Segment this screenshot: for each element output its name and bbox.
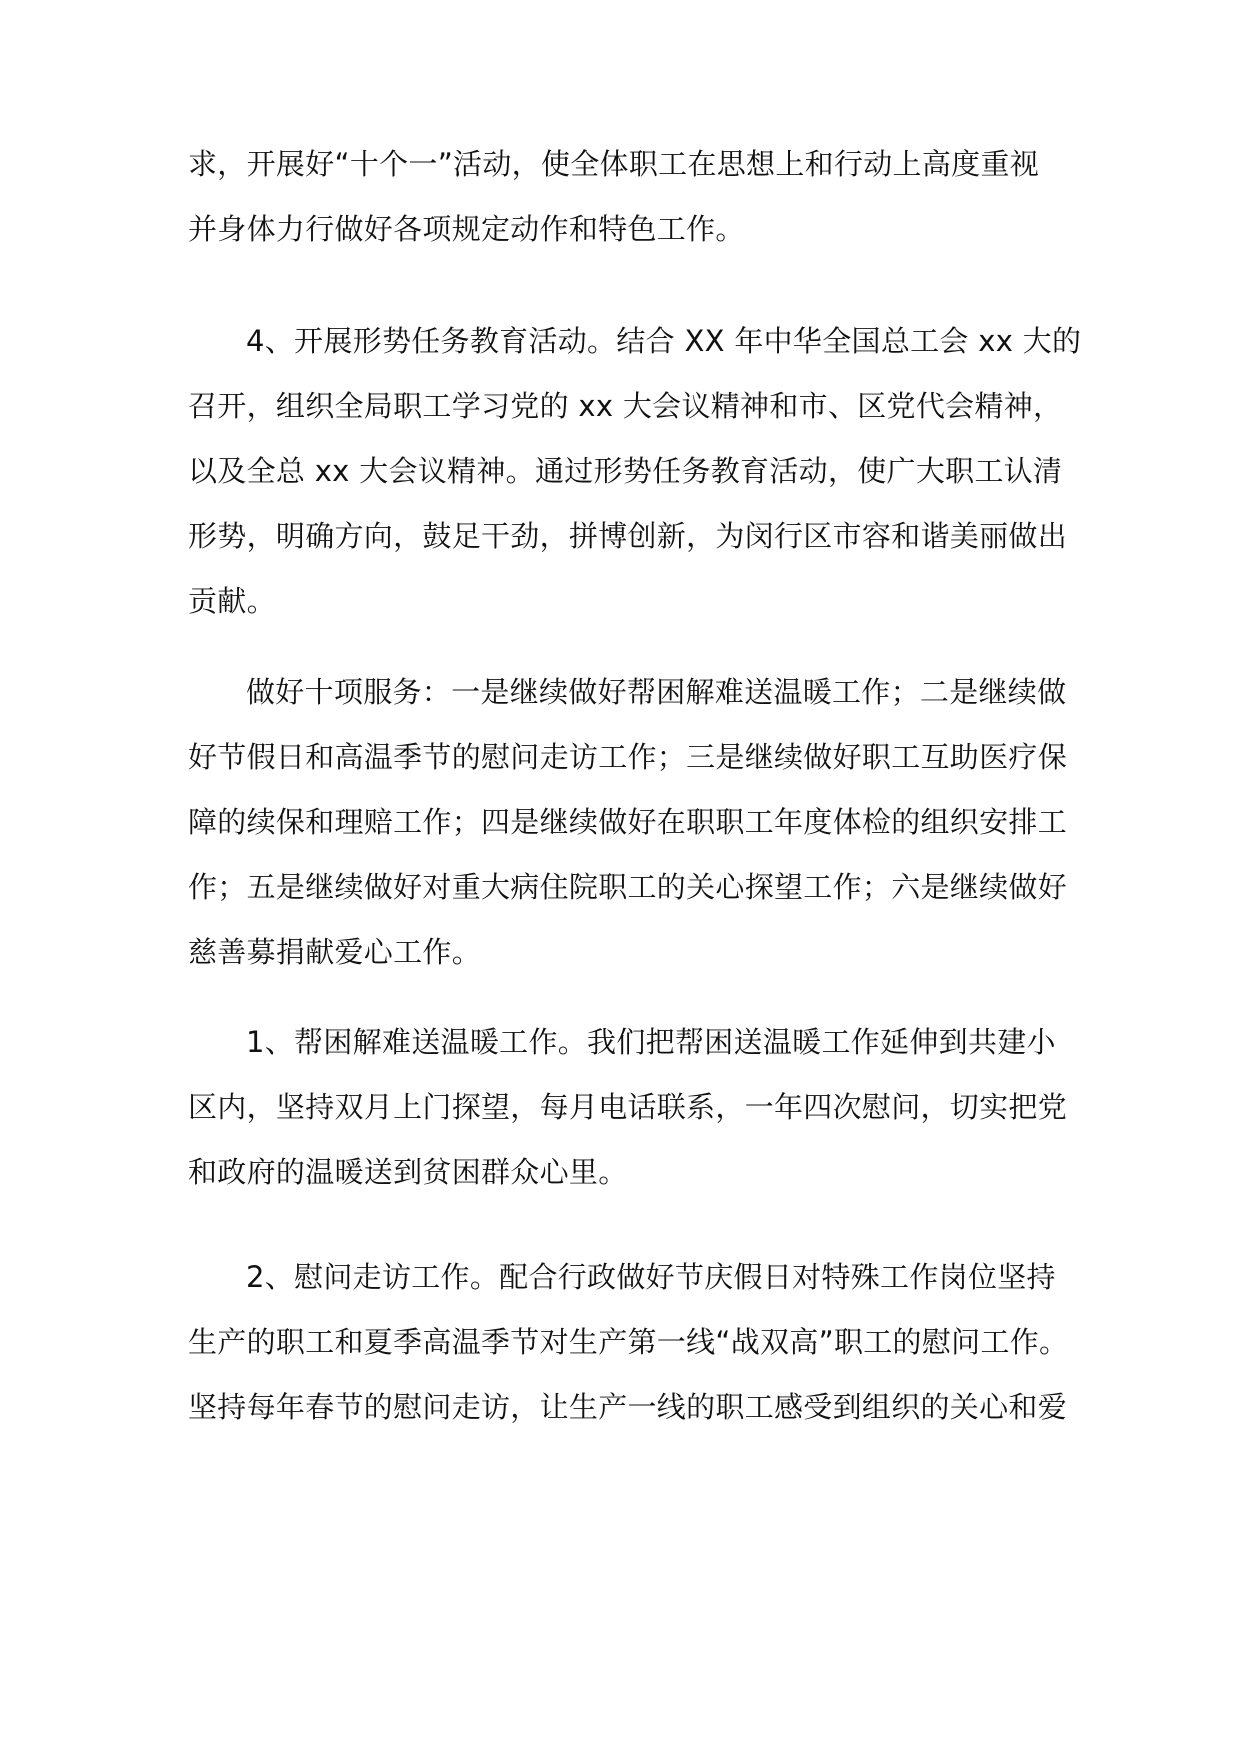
paragraph-line: 和政府的温暖送到贫困群众心里。 [188,1155,628,1189]
paragraph-1 [188,132,1058,262]
paragraph-line: 形势，明确方向，鼓足干劲，拼博创新，为闵行区市容和谐美丽做出 [188,519,1068,553]
paragraph-line: 作；五是继续做好对重大病住院职工的关心探望工作；六是继续做好 [188,870,1068,904]
paragraph-line: 贡献。 [188,584,276,618]
paragraph-line: 以及全总 xx 大会议精神。通过形势任务教育活动，使广大职工认清 [188,454,1063,488]
paragraph-4 [188,1010,1068,1205]
paragraph-5 [188,1245,1069,1440]
paragraph-line: 2、慰问走访工作。配合行政做好节庆假日对特殊工作岗位坚持 [246,1260,1056,1294]
paragraph-line: 4、开展形势任务教育活动。结合 XX 年中华全国总工会 xx 大的 [246,324,1082,358]
paragraph-line: 做好十项服务：一是继续做好帮困解难送温暖工作；二是继续做 [246,675,1067,709]
paragraph-line: 坚持每年春节的慰问走访，让生产一线的职工感受到组织的关心和爱 [188,1390,1068,1424]
paragraph-line: 召开，组织全局职工学习党的 xx 大会议精神和市、区党代会精神， [188,389,1063,423]
paragraph-line: 生产的职工和夏季高温季节对生产第一线“战双高”职工的慰问工作。 [188,1325,1069,1359]
paragraph-line: 慈善募捐献爱心工作。 [188,935,482,969]
paragraph-3 [188,660,1068,985]
paragraph-line: 并身体力行做好各项规定动作和特色工作。 [188,212,745,246]
paragraph-line: 求，开展好“十个一”活动，使全体职工在思想上和行动上高度重视 [188,147,1040,181]
paragraph-2 [188,309,1082,634]
paragraph-line: 好节假日和高温季节的慰问走访工作；三是继续做好职工互助医疗保 [188,740,1068,774]
paragraph-line: 区内，坚持双月上门探望，每月电话联系，一年四次慰问，切实把党 [188,1090,1068,1124]
paragraph-line: 障的续保和理赔工作；四是继续做好在职职工年度体检的组织安排工 [188,805,1068,839]
paragraph-line: 1、帮困解难送温暖工作。我们把帮困送温暖工作延伸到共建小 [246,1025,1056,1059]
